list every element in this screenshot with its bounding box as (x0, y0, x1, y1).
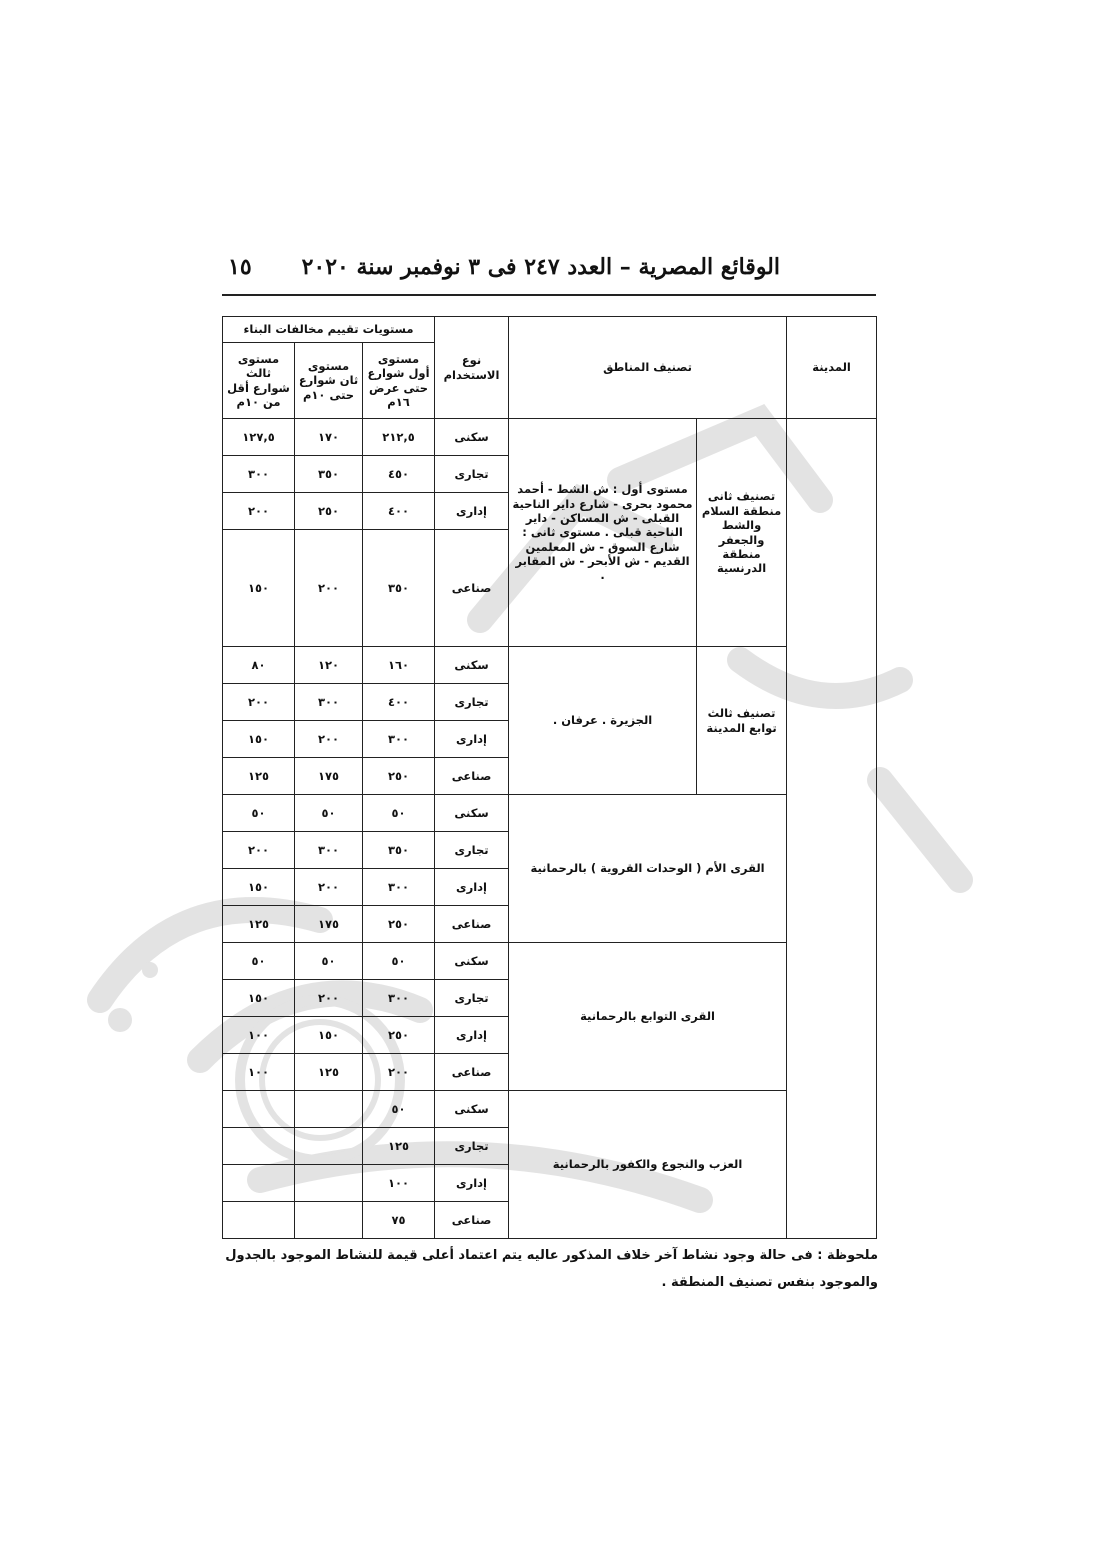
level2-value: ٢٠٠ (295, 721, 363, 758)
level2-value: ٣٠٠ (295, 832, 363, 869)
use-cell: تجارى (435, 980, 509, 1017)
use-cell: إدارى (435, 493, 509, 530)
level1-value: ١٢٥ (363, 1128, 435, 1165)
zone-label-cell: القرى التوابع بالرحمانية (509, 943, 787, 1091)
level2-value (295, 1202, 363, 1239)
level1-value: ٥٠ (363, 1091, 435, 1128)
level1-value: ٢٥٠ (363, 758, 435, 795)
table-row (223, 647, 877, 684)
city-cell (787, 419, 877, 1239)
level2-value: ١٢٠ (295, 647, 363, 684)
level2-value: ١٧٥ (295, 906, 363, 943)
use-cell: صناعى (435, 906, 509, 943)
level1-value: ٢٥٠ (363, 906, 435, 943)
footnote: ملحوظة : فى حالة وجود نشاط آخر خلاف المذكور عاليه يتم اعتماد أعلى قيمة للنشاط الموجود بالجدول والموجود بنفس تصنيف المنطقة . (225, 1248, 878, 1290)
use-cell: إدارى (435, 1017, 509, 1054)
level2-value: ٢٠٠ (295, 980, 363, 1017)
use-cell: تجارى (435, 832, 509, 869)
use-cell: صناعى (435, 1202, 509, 1239)
level3-value (223, 1165, 295, 1202)
level1-value: ٣٠٠ (363, 980, 435, 1017)
level3-value: ٢٠٠ (223, 684, 295, 721)
use-cell: تجارى (435, 1128, 509, 1165)
levels-group-header: مستويات تقييم مخالفات البناء (223, 317, 435, 343)
violations-table (222, 316, 877, 1239)
table-row (223, 1091, 877, 1128)
zone-class-cell: تصنيف ثانى منطقة السلام والشط والجعفر منطقة الدرنسية (697, 419, 787, 647)
table-row (223, 419, 877, 456)
use-cell: سكنى (435, 647, 509, 684)
level2-value: ٣٥٠ (295, 456, 363, 493)
use-type-header: نوع الاستخدام (435, 317, 509, 419)
level1-value: ١٠٠ (363, 1165, 435, 1202)
level3-value: ١٥٠ (223, 980, 295, 1017)
level2-value (295, 1165, 363, 1202)
level1-value: ١٦٠ (363, 647, 435, 684)
use-cell: إدارى (435, 1165, 509, 1202)
level3-value: ١٥٠ (223, 869, 295, 906)
zone-class-header: تصنيف المناطق (509, 317, 787, 419)
level2-value: ١٢٥ (295, 1054, 363, 1091)
level3-value: ٢٠٠ (223, 493, 295, 530)
level3-value: ٥٠ (223, 795, 295, 832)
page-number: ١٥ (228, 254, 252, 280)
level1-value: ٤٠٠ (363, 684, 435, 721)
level3-value: ١٢٥ (223, 906, 295, 943)
level2-value: ٢٠٠ (295, 530, 363, 647)
city-header: المدينة (787, 317, 877, 419)
level1-header: مستوى أول شوارع حتى عرض ١٦م (363, 343, 435, 419)
level2-value: ١٧٥ (295, 758, 363, 795)
page-header (222, 248, 876, 296)
level3-value (223, 1202, 295, 1239)
use-cell: سكنى (435, 419, 509, 456)
level2-value: ٢٥٠ (295, 493, 363, 530)
table-row (223, 943, 877, 980)
level3-value: ٥٠ (223, 943, 295, 980)
use-cell: إدارى (435, 869, 509, 906)
level1-value: ٢٠٠ (363, 1054, 435, 1091)
zone-label-cell: العزب والنجوع والكفور بالرحمانية (509, 1091, 787, 1239)
level2-value: ٢٠٠ (295, 869, 363, 906)
districts-cell: مستوى أول : ش الشط - أحمد محمود بحرى - شارع داير الناحية القبلى - ش المساكن - داير الناحية قبلى . مستوى ثانى : شارع السوق - ش المعلمين القديم - ش الأبحر - ش المقابر . (509, 419, 697, 647)
level2-value: ٥٠ (295, 943, 363, 980)
level1-value: ٣٠٠ (363, 869, 435, 906)
level3-value: ١٢٥ (223, 758, 295, 795)
use-cell: تجارى (435, 456, 509, 493)
level1-value: ٢٥٠ (363, 1017, 435, 1054)
level3-value: ١٠٠ (223, 1054, 295, 1091)
level2-value: ١٥٠ (295, 1017, 363, 1054)
level1-value: ٢١٢,٥ (363, 419, 435, 456)
level1-value: ٥٠ (363, 943, 435, 980)
level1-value: ٣٠٠ (363, 721, 435, 758)
districts-cell: الجزيرة . عرفان . (509, 647, 697, 795)
level2-value (295, 1128, 363, 1165)
use-cell: تجارى (435, 684, 509, 721)
level1-value: ٤٥٠ (363, 456, 435, 493)
level1-value: ٣٥٠ (363, 832, 435, 869)
level2-value (295, 1091, 363, 1128)
level3-value: ١٥٠ (223, 530, 295, 647)
level3-value: ٢٠٠ (223, 832, 295, 869)
use-cell: سكنى (435, 1091, 509, 1128)
use-cell: صناعى (435, 758, 509, 795)
level3-value: ٨٠ (223, 647, 295, 684)
level2-value: ٥٠ (295, 795, 363, 832)
table-row (223, 795, 877, 832)
level3-value: ١٢٧,٥ (223, 419, 295, 456)
level2-value: ١٧٠ (295, 419, 363, 456)
level3-value (223, 1128, 295, 1165)
use-cell: صناعى (435, 1054, 509, 1091)
level2-value: ٣٠٠ (295, 684, 363, 721)
use-cell: سكنى (435, 943, 509, 980)
use-cell: سكنى (435, 795, 509, 832)
zone-label-cell: القرى الأم ( الوحدات القروية ) بالرحمانية (509, 795, 787, 943)
use-cell: صناعى (435, 530, 509, 647)
level3-value: ١٠٠ (223, 1017, 295, 1054)
use-cell: إدارى (435, 721, 509, 758)
header-title: الوقائع المصرية – العدد ٢٤٧ فى ٣ نوفمبر سنة ٢٠٢٠ (301, 254, 780, 280)
level1-value: ٥٠ (363, 795, 435, 832)
level1-value: ٣٥٠ (363, 530, 435, 647)
level2-header: مستوى ثان شوارع حتى ١٠م (295, 343, 363, 419)
level3-value: ١٥٠ (223, 721, 295, 758)
level3-header: مستوى ثالث شوارع أقل من ١٠م (223, 343, 295, 419)
level3-value: ٣٠٠ (223, 456, 295, 493)
level3-value (223, 1091, 295, 1128)
level1-value: ٧٥ (363, 1202, 435, 1239)
zone-class-cell: تصنيف ثالث توابع المدينة (697, 647, 787, 795)
level1-value: ٤٠٠ (363, 493, 435, 530)
